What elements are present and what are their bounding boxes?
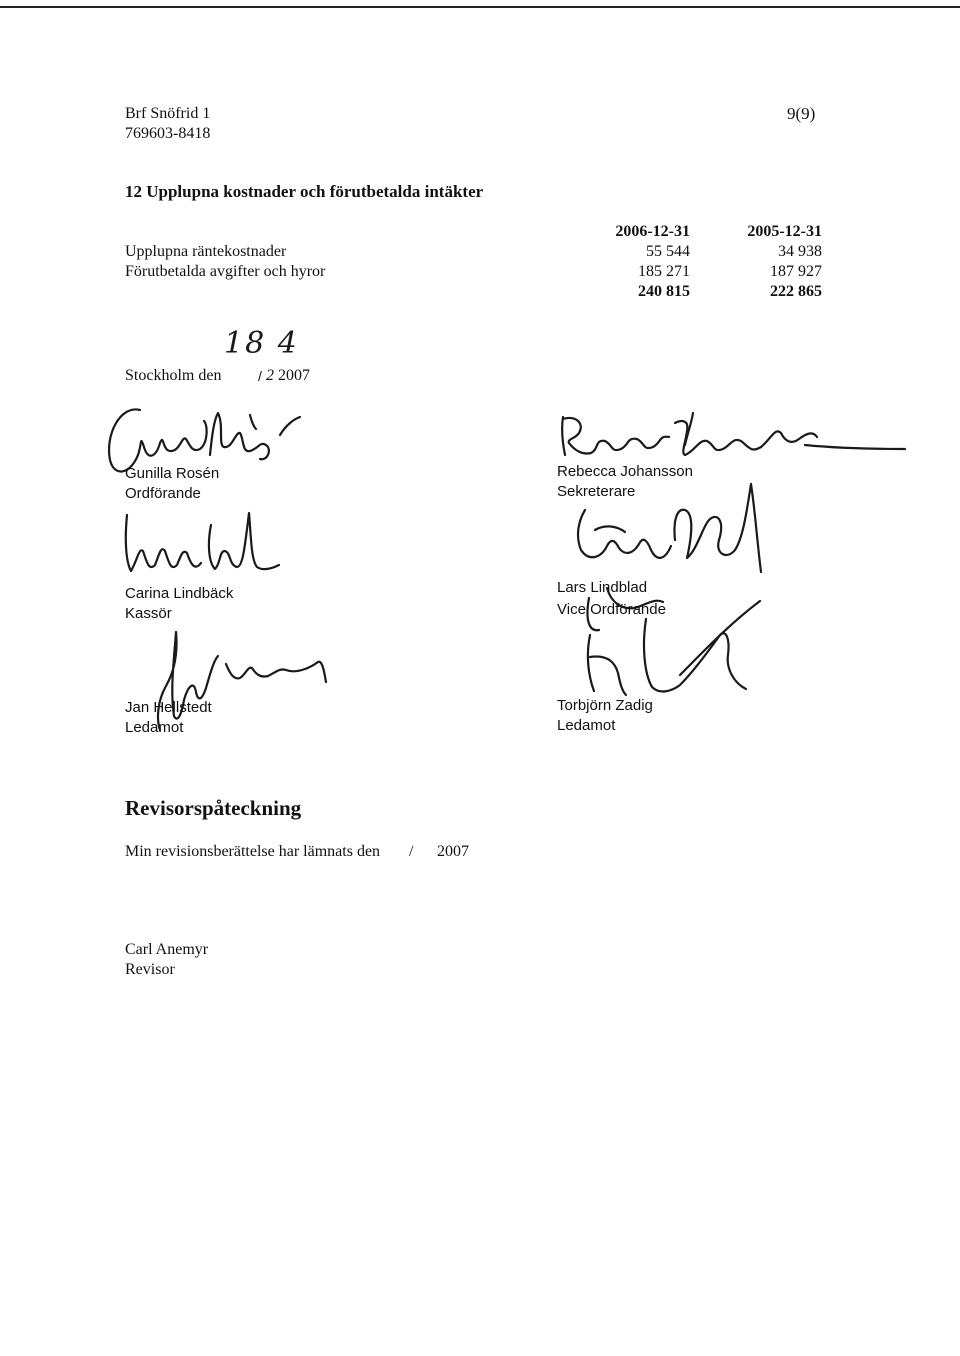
row-value-2006: 185 271 — [638, 263, 690, 280]
org-number: 769603-8418 — [125, 125, 211, 142]
signatory-name: Rebecca Johansson — [557, 463, 693, 480]
page-top-border — [0, 0, 960, 8]
signatory-role: Sekreterare — [557, 483, 636, 500]
year-suffix: 2007 — [278, 367, 310, 384]
note-title: 12 Upplupna kostnader och förutbetalda intäkter — [125, 182, 484, 201]
page-number: 9(9) — [787, 104, 816, 123]
signatory-role: Vice Ordförande — [557, 601, 666, 618]
row-value-2006: 55 544 — [646, 243, 690, 260]
col-header-2005: 2005-12-31 — [747, 223, 822, 240]
signature-torbjorn-zadig — [560, 595, 780, 705]
row-label: Upplupna räntekostnader — [125, 243, 287, 260]
signatory-name: Gunilla Rosén — [125, 465, 220, 482]
row-value-2005: 34 938 — [778, 243, 822, 260]
row-value-2005: 187 927 — [770, 263, 822, 280]
signatory-name: Torbjörn Zadig — [557, 697, 653, 714]
total-2006: 240 815 — [638, 283, 690, 300]
col-header-2006: 2006-12-31 — [615, 223, 690, 240]
handwritten-year-digit: 2 — [266, 367, 274, 384]
date-separator: / — [258, 368, 262, 384]
signature-rebecca-johansson — [555, 405, 915, 465]
handwritten-date: 18 4 — [224, 326, 299, 361]
signatory-name: Jan Hellstedt — [125, 699, 212, 716]
signatory-role: Ledamot — [557, 717, 616, 734]
signatory-name: Carina Lindbäck — [125, 585, 234, 602]
signatory-role: Ledamot — [125, 719, 184, 736]
signatory-role: Ordförande — [125, 485, 201, 502]
total-2005: 222 865 — [770, 283, 822, 300]
signatory-role: Kassör — [125, 605, 172, 622]
auditor-name: Carl Anemyr — [125, 941, 209, 958]
signatory-name: Lars Lindblad — [557, 579, 648, 596]
row-label: Förutbetalda avgifter och hyror — [125, 263, 326, 280]
audit-statement: Min revisionsberättelse har lämnats den — [125, 843, 381, 860]
auditor-role: Revisor — [125, 961, 175, 978]
org-name: Brf Snöfrid 1 — [125, 105, 211, 122]
audit-heading: Revisorspåteckning — [125, 796, 302, 820]
signature-carina-lindback — [115, 505, 285, 585]
audit-year: 2007 — [437, 843, 469, 860]
place-label: Stockholm den — [125, 367, 222, 384]
audit-date-separator: / — [409, 843, 414, 860]
